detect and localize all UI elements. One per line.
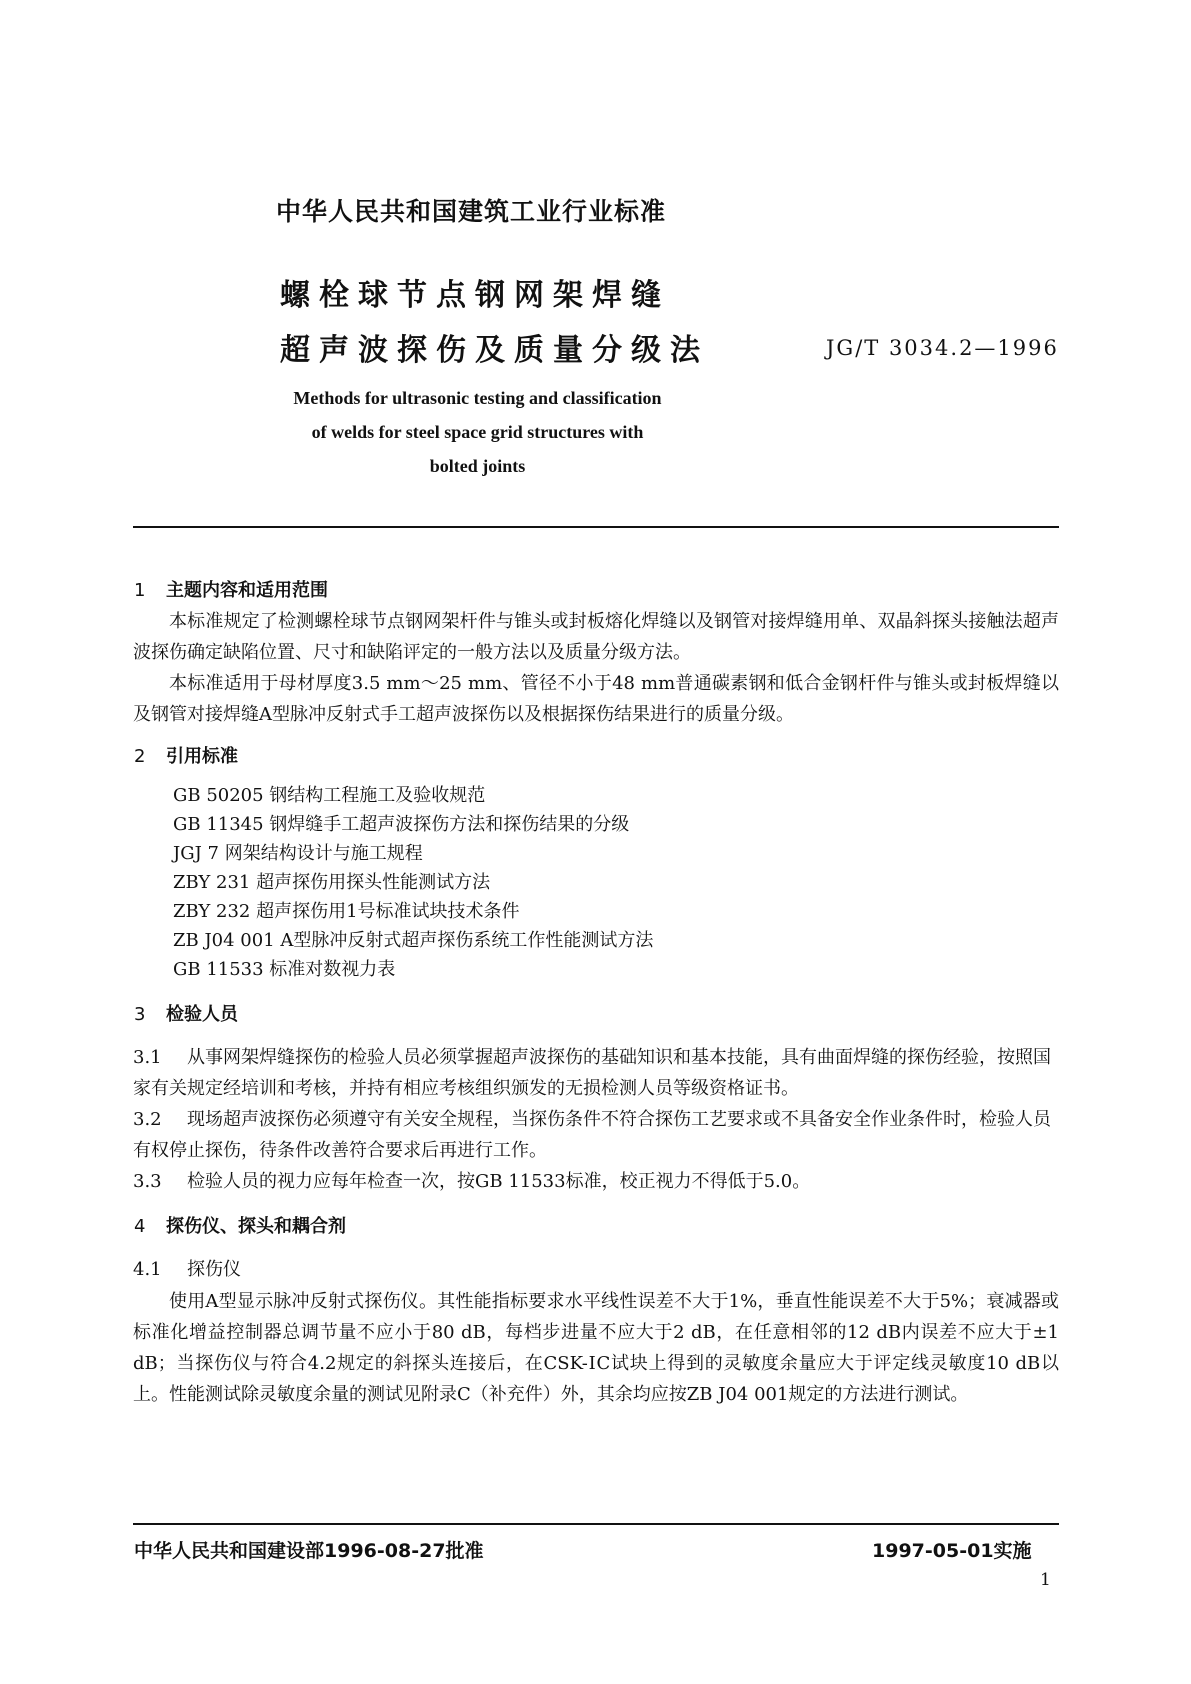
clause-number: 4.1 (133, 1259, 162, 1280)
standard-code: JG/T 3034.2—1996 (826, 336, 1059, 360)
section-2-heading (134, 742, 238, 768)
reference-item: GB 50205 钢结构工程施工及验收规范 (173, 785, 486, 806)
clause-number: 3.3 (133, 1171, 162, 1192)
section-number: 3 (134, 1004, 146, 1025)
reference-item: ZB J04 001 A型脉冲反射式超声探伤系统工作性能测试方法 (173, 930, 654, 951)
section-title: 主题内容和适用范围 (166, 580, 328, 601)
english-title-line-2: of welds for steel space grid structures with (311, 422, 644, 442)
section-1-paragraph-2: 本标准适用于母材厚度3.5 mm～25 mm、管径不小于48 mm普通碳素钢和低合金钢杆件与锥头或封板焊缝以及钢管对接焊缝A型脉冲反射式手工超声波探伤以及根据探伤结果进行的质量分级。 (133, 673, 1059, 725)
industry-standard-title: 中华人民共和国建筑工业行业标准 (276, 197, 667, 226)
section-number: 1 (134, 580, 146, 601)
page-number: 1 (1040, 1570, 1051, 1590)
effective-date: 1997-05-01实施 (872, 1540, 1032, 1562)
document-title-line-1: 螺栓球节点钢网架焊缝 (280, 278, 670, 313)
clause-4-1-title (133, 1254, 1059, 1285)
section-1-heading (134, 576, 328, 602)
section-title: 检验人员 (166, 1004, 238, 1025)
section-title: 引用标准 (166, 746, 238, 767)
document-title-line-2: 超声波探伤及质量分级法 (280, 333, 709, 368)
approval-date: 中华人民共和国建设部1996-08-27批准 (134, 1540, 484, 1562)
clause-number: 3.2 (133, 1109, 162, 1130)
clause-number: 3.1 (133, 1047, 162, 1068)
reference-item: JGJ 7 网架结构设计与施工规程 (173, 843, 423, 864)
section-title: 探伤仪、探头和耦合剂 (166, 1216, 346, 1237)
reference-item: ZBY 232 超声探伤用1号标准试块技术条件 (173, 901, 520, 922)
clause-3-2 (133, 1104, 1059, 1166)
section-1-paragraph-1: 本标准规定了检测螺栓球节点钢网架杆件与锥头或封板熔化焊缝以及钢管对接焊缝用单、双晶斜探头接触法超声波探伤确定缺陷位置、尺寸和缺陷评定的一般方法以及质量分级方法。 (133, 611, 1059, 663)
section-4-heading (134, 1212, 346, 1238)
footer-divider (133, 1523, 1059, 1525)
clause-text: 检验人员的视力应每年检查一次，按GB 11533标准，校正视力不得低于5.0。 (187, 1171, 811, 1192)
section-number: 4 (134, 1216, 146, 1237)
clause-text: 从事网架焊缝探伤的检验人员必须掌握超声波探伤的基础知识和基本技能，具有曲面焊缝的探伤经验，按照国家有关规定经培训和考核，并持有相应考核组织颁发的无损检测人员等级资格证书。 (133, 1047, 1051, 1099)
english-title-line-1: Methods for ultrasonic testing and classification (293, 388, 662, 408)
section-number: 2 (134, 746, 146, 767)
reference-item: GB 11533 标准对数视力表 (173, 959, 396, 980)
clause-3-3 (133, 1166, 1059, 1197)
clause-text: 现场超声波探伤必须遵守有关安全规程，当探伤条件不符合探伤工艺要求或不具备安全作业条件时，检验人员有权停止探伤，待条件改善符合要求后再进行工作。 (133, 1109, 1051, 1161)
reference-item: ZBY 231 超声探伤用探头性能测试方法 (173, 872, 491, 893)
section-3-heading (134, 1000, 238, 1026)
clause-4-1-paragraph: 使用A型显示脉冲反射式探伤仪。其性能指标要求水平线性误差不大于1%，垂直性能误差不大于5%；衰减器或标准化增益控制器总调节量不应小于80 dB，每档步进量不应大于2 dB，在任意相邻的12 dB内误差不应大于±1 dB；当探伤仪与符合4.2规定的斜探头连接后，在CSK-ⅠC试块上得到的灵敏度余量应大于评定线灵敏度10 dB以上。性能测试除灵敏度余量的测试见附录C（补充件）外，其余均应按ZB J04 001规定的方法进行测试。 (133, 1291, 1059, 1405)
clause-title: 探伤仪 (187, 1259, 241, 1280)
english-title-line-3: bolted joints (429, 456, 526, 476)
reference-item: GB 11345 钢焊缝手工超声波探伤方法和探伤结果的分级 (173, 814, 630, 835)
header-divider (133, 526, 1059, 528)
clause-3-1 (133, 1042, 1059, 1104)
